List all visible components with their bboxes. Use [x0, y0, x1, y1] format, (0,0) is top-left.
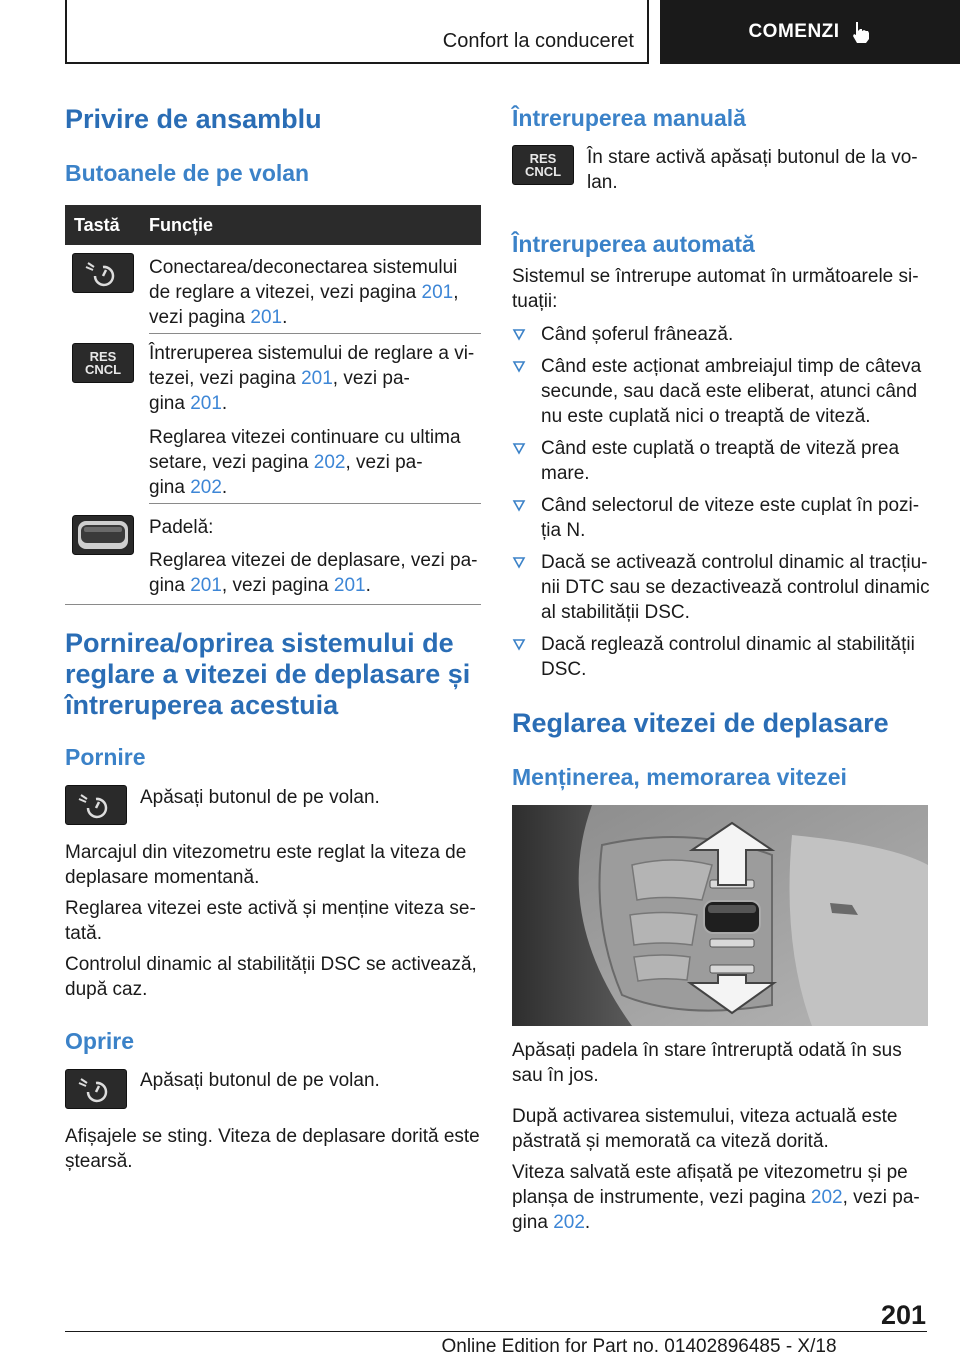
res-cncl-button-icon: RES CNCL [72, 343, 134, 383]
steering-buttons-heading: Butoanele de pe volan [65, 160, 310, 186]
speed-regulation-title: Reglarea vitezei de deplasare [512, 708, 889, 738]
auto-interrupt-heading: Întreruperea automată [512, 231, 755, 257]
table-row-3-text: Padelă: Reglarea vitezei de deplasare, vezi pa- gina 201, vezi pagina 201. [149, 517, 478, 596]
cruise-control-icon [76, 790, 116, 820]
bullet-triangle-icon [512, 552, 526, 577]
steering-wheel-image [512, 805, 928, 1026]
hand-press-icon [850, 20, 872, 44]
table-row-2-text: Întreruperea sistemului de reglare a vi- tezei, vezi pagina 201, vezi pa- gina 201. Reglarea vitezei continuare cu ultima setare, vezi pagina 202, vezi pa- gina 202. [149, 343, 475, 498]
oprire-press-text: Apăsați butonul de pe volan. [140, 1070, 380, 1091]
paddle-button-icon [72, 515, 134, 555]
page-link[interactable]: 201 [333, 575, 366, 596]
table-header [65, 205, 481, 245]
table-col-function: Funcție [149, 215, 214, 235]
list-item-line: nii DTC sau se dezactivează controlul dinamic [541, 577, 930, 598]
page-link[interactable]: 201 [190, 575, 222, 596]
list-item-line: Când selectorul de viteze este cuplat în pozi- [541, 495, 920, 516]
bullet-triangle-icon [512, 634, 526, 659]
page-number: 201 [880, 1300, 926, 1330]
table-divider [149, 333, 481, 334]
speed-hold-heading: Menținerea, memorarea vitezei [512, 764, 847, 790]
section-title-start-stop: Pornirea/oprirea sistemului de reglare a vitezei de deplasare și întreruperea acestuia [65, 628, 471, 720]
manual-interrupt-heading: Întreruperea manuală [512, 105, 746, 131]
auto-interrupt-intro: Sistemul se întrerupe automat în următoarele si- tuații: [512, 266, 919, 312]
speed-hold-paragraphs: Apăsați padela în stare întreruptă odată în sus sau în jos. După activarea sistemului, viteza actuală este păstrată și memorată ca viteză dorită. Viteza salvată este afișată pe vitezometru și pe planșa de instrumente, vezi pagina 202, vezi pa- gina 202. [512, 1040, 920, 1233]
header-tab-label: COMENZI [748, 21, 840, 42]
oprire-paragraph: Afișajele se sting. Viteza de deplasare dorită este ștearsă. [65, 1126, 480, 1172]
pornire-heading: Pornire [65, 744, 146, 770]
list-item-line: DSC. [541, 659, 587, 680]
table-bottom-rule [65, 604, 481, 605]
steering-wheel-paddle-illustration [512, 805, 928, 1026]
footer-edition: Online Edition for Part no. 01402896485 - X/18 [441, 1336, 837, 1357]
list-item-line: Când este cuplată o treaptă de viteză prea [541, 438, 900, 459]
cruise-button-icon [65, 1069, 127, 1109]
table-row-1-text: Conectarea/deconectarea sistemului de reglare a vitezei, vezi pagina 201, vezi pagina 201. [149, 257, 459, 328]
footer-rule [65, 1331, 927, 1332]
cruise-button-icon [65, 785, 127, 825]
list-item-line: nu este cuplată nici o treaptă de viteză. [541, 406, 871, 427]
list-item-line: ția N. [541, 520, 586, 541]
list-item-line: mare. [541, 463, 590, 484]
pornire-paragraphs: Marcajul din vitezometru este reglat la viteza de deplasare momentană. Reglarea vitezei este activă și menține viteza se- tată. Controlul dinamic al stabilității DSC se activează, după caz. [65, 842, 477, 1000]
bullet-triangle-icon [512, 324, 526, 349]
page-title: Privire de ansamblu [65, 104, 322, 134]
page-link[interactable]: 202 [190, 477, 222, 498]
res-cncl-button-icon: RES CNCL [512, 145, 574, 185]
bullet-triangle-icon [512, 495, 526, 520]
table-divider [149, 503, 481, 504]
cruise-control-icon [76, 1074, 116, 1104]
rocker-paddle-icon [72, 515, 134, 555]
bullet-triangle-icon [512, 356, 526, 381]
header-section-title: Confort la conduceret [442, 30, 634, 52]
page-link[interactable]: 201 [421, 282, 454, 303]
list-item-line: al stabilității DSC. [541, 602, 690, 623]
list-item-line: Când șoferul frânează. [541, 324, 734, 345]
page-link[interactable]: 201 [250, 307, 283, 328]
header-chapter-tab[interactable] [660, 0, 960, 64]
page-link[interactable]: 202 [810, 1187, 843, 1208]
page-link[interactable]: 201 [190, 393, 222, 414]
list-item-line: Dacă se activează controlul dinamic al tracțiu- [541, 552, 928, 573]
table-col-key: Tastă [74, 215, 120, 235]
oprire-heading: Oprire [65, 1028, 135, 1054]
pornire-press-text: Apăsați butonul de pe volan. [140, 787, 380, 808]
list-item-line: Când este acționat ambreiajul timp de câteva [541, 356, 922, 377]
page-link[interactable]: 202 [553, 1212, 585, 1233]
page-link[interactable]: 202 [313, 452, 346, 473]
list-item-line: Dacă reglează controlul dinamic al stabilității [541, 634, 915, 655]
cruise-onoff-button-icon [72, 253, 134, 293]
list-item-line: secunde, sau dacă este eliberat, atunci când [541, 381, 918, 402]
bullet-triangle-icon [512, 438, 526, 463]
cruise-control-icon [83, 258, 123, 288]
page-link[interactable]: 201 [301, 368, 333, 389]
manual-interrupt-text: În stare activă apăsați butonul de la vo- lan. [587, 147, 918, 193]
